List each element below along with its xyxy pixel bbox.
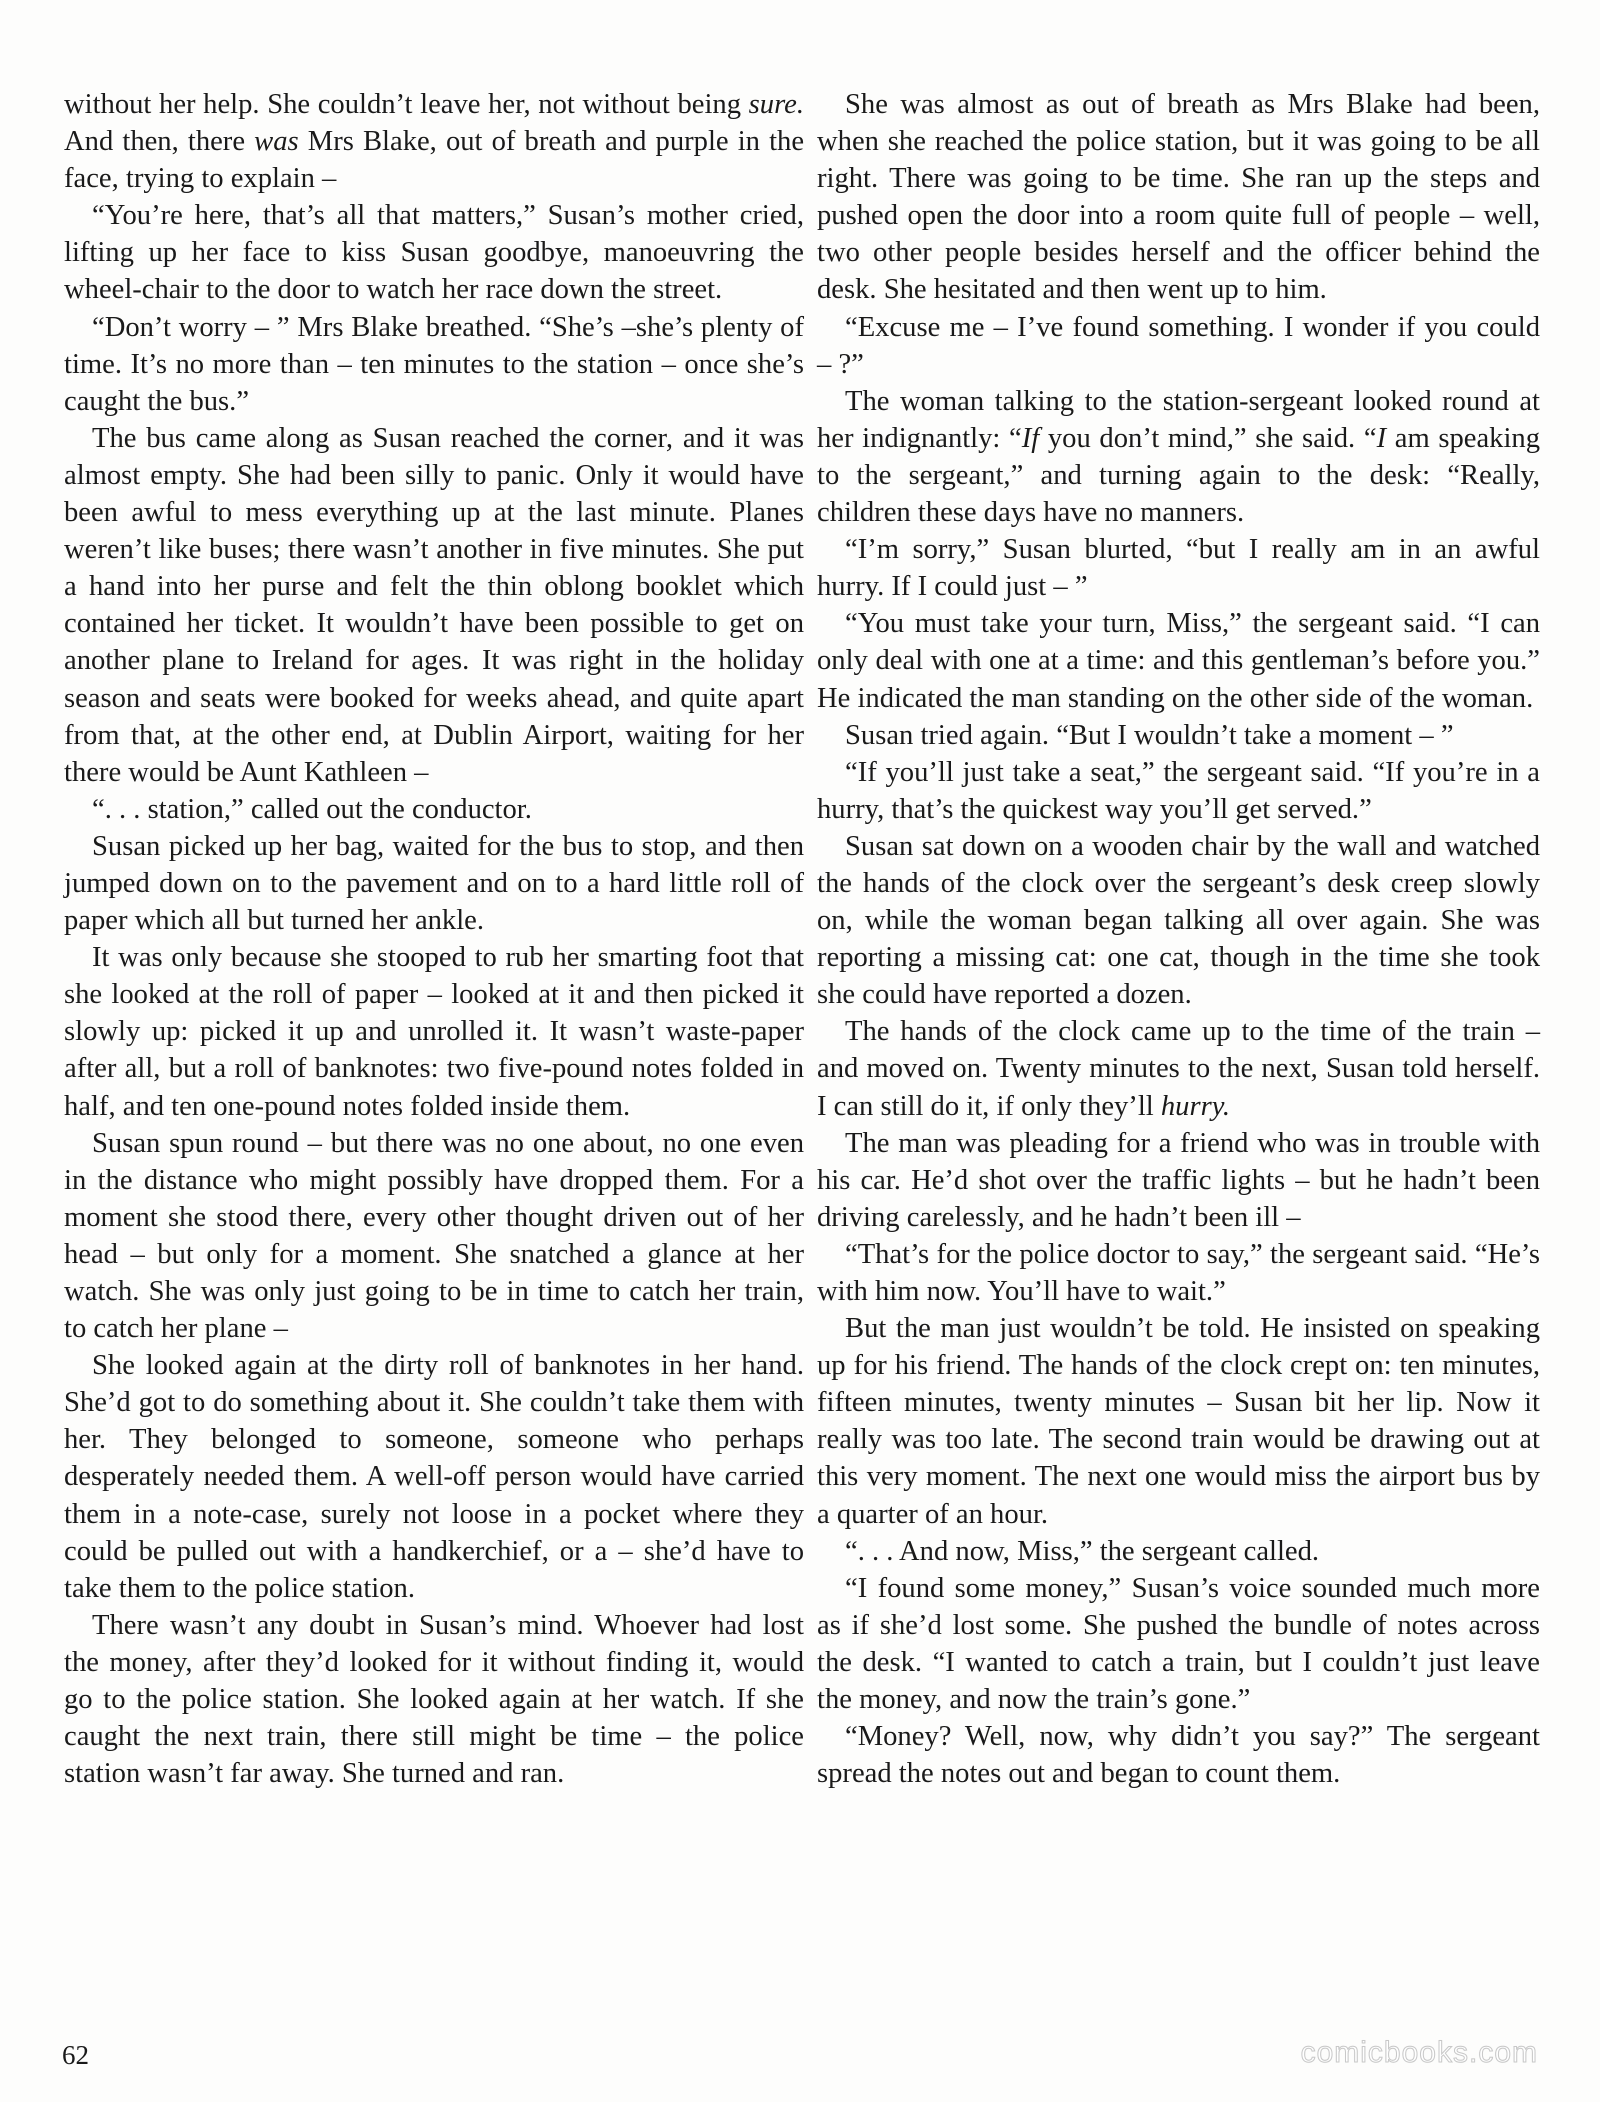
- italic-text: was: [254, 126, 299, 158]
- italic-text: If: [1021, 422, 1040, 454]
- paragraph: Susan spun round – but there was no one about, no one even in the distance who might possibly have dropped them. For a moment she stood there, every other thought driven out of her head – but only for a moment. She snatched a glance at her watch. She was only just going to be in time to catch her train, to catch her plane –: [64, 1127, 804, 1345]
- right-text-column: [817, 86, 1540, 1792]
- paragraph: “That’s for the police doctor to say,” the sergeant said. “He’s with him now. You’ll have to wait.”: [817, 1238, 1540, 1307]
- paragraph: She looked again at the dirty roll of banknotes in her hand. She’d got to do something about it. She couldn’t take them with her. They belonged to someone, someone who perhaps desperately needed them. A well-off person would have carried them in a note-case, surely not loose in a pocket where they could be pulled out with a handkerchief, or a – she’d have to take them to the police station.: [64, 1350, 804, 1604]
- paragraph: The woman talking to the station-sergeant looked round at her indignantly: “If you don’t mind,” she said. “I am speaking to the sergeant,” and turning again to the desk: “Really, children these days have no manners.: [817, 385, 1540, 529]
- page-number: 62: [62, 2040, 89, 2070]
- italic-text: sure.: [748, 89, 804, 120]
- paragraph: “Excuse me – I’ve found something. I wonder if you could – ?”: [817, 311, 1540, 380]
- italic-text: I: [1376, 422, 1387, 454]
- paragraph: “You must take your turn, Miss,” the sergeant said. “I can only deal with one at a time: and this gentleman’s before you.” He indicated the man standing on the other side of the woman.: [817, 608, 1540, 714]
- paragraph: But the man just wouldn’t be told. He insisted on speaking up for his friend. The hands of the clock crept on: ten minutes, fifteen minutes, twenty minutes – Susan bit her lip. Now it really was too late. The second train would be drawing out at this very moment. The next one would miss the airport bus by a quarter of an hour.: [817, 1313, 1540, 1530]
- paragraph: “You’re here, that’s all that matters,” Susan’s mother cried, lifting up her face to kiss Susan goodbye, manoeuvring the wheel-chair to the door to watch her race down the street.: [64, 200, 804, 306]
- paragraph: There wasn’t any doubt in Susan’s mind. Whoever had lost the money, after they’d looked for it without finding it, would go to the police station. She looked again at her watch. If she caught the next train, there still might be time – the police station wasn’t far away. She turned and ran.: [64, 1609, 804, 1790]
- paragraph: “. . . And now, Miss,” the sergeant called.: [845, 1535, 1320, 1567]
- paragraph: “I’m sorry,” Susan blurted, “but I really am in an awful hurry. If I could just – ”: [817, 534, 1540, 603]
- paragraph: The bus came along as Susan reached the corner, and it was almost empty. She had been silly to panic. Only it would have been awful to mess everything up at the last minute. Planes weren’t like buses; there wasn’t another in five minutes. She put a hand into her purse and felt the thin oblong booklet which contained her ticket. It wouldn’t have been possible to get on another plane to Ireland for ages. It was right in the holiday season and seats were booked for weeks ahead, and quite apart from that, at the other end, at Dublin Airport, waiting for her there would be Aunt Kathleen –: [64, 422, 804, 788]
- paragraph: Susan picked up her bag, waited for the bus to stop, and then jumped down on to the pavement and on to a hard little roll of paper which all but turned her ankle.: [64, 830, 804, 937]
- paragraph: “Money? Well, now, why didn’t you say?” The sergeant spread the notes out and began to count them.: [817, 1721, 1540, 1790]
- paragraph: The hands of the clock came up to the time of the train – and moved on. Twenty minutes to the next, Susan told herself. I can still do it, if only they’ll hurry.: [817, 1016, 1540, 1122]
- paragraph: The man was pleading for a friend who was in trouble with his car. He’d shot over the traffic lights – but he hadn’t been driving carelessly, and he hadn’t been ill –: [817, 1127, 1540, 1233]
- paragraph: Susan tried again. “But I wouldn’t take a moment – ”: [845, 719, 1454, 751]
- paragraph: “Don’t worry – ” Mrs Blake breathed. “She’s –she’s plenty of time. It’s no more than – ten minutes to the station – once she’s caught the bus.”: [64, 311, 804, 417]
- left-text-column: [64, 86, 804, 1792]
- paragraph: without her help. She couldn’t leave her, not without being sure. And then, there was Mrs Blake, out of breath and purple in the face, trying to explain –: [64, 89, 805, 195]
- paragraph: Susan sat down on a wooden chair by the wall and watched the hands of the clock over the sergeant’s desk creep slowly on, while the woman began talking all over again. She was reporting a missing cat: one cat, though in the time she took she could have reported a dozen.: [817, 830, 1540, 1011]
- paragraph: She was almost as out of breath as Mrs Blake had been, when she reached the police station, but it was going to be all right. There was going to be time. She ran up the steps and pushed open the door into a room quite full of people – well, two other people besides herself and the officer behind the desk. She hesitated and then went up to him.: [817, 89, 1540, 306]
- paragraph: It was only because she stooped to rub her smarting foot that she looked at the roll of paper – looked at it and then picked it slowly up: picked it up and unrolled it. It wasn’t waste-paper after all, but a roll of banknotes: two five-pound notes folded in half, and ten one-pound notes folded inside them.: [64, 942, 804, 1122]
- paragraph: “If you’ll just take a seat,” the sergeant said. “If you’re in a hurry, that’s the quickest way you’ll get served.”: [817, 756, 1540, 825]
- paragraph: “I found some money,” Susan’s voice sounded much more as if she’d lost some. She pushed the bundle of notes across the desk. “I wanted to catch a train, but I couldn’t just leave the money, and now the train’s gone.”: [817, 1572, 1540, 1716]
- italic-text: hurry.: [1160, 1090, 1230, 1122]
- paragraph: “. . . station,” called out the conductor.: [92, 793, 532, 825]
- watermark-logo: comicbooks.com: [1300, 2036, 1538, 2069]
